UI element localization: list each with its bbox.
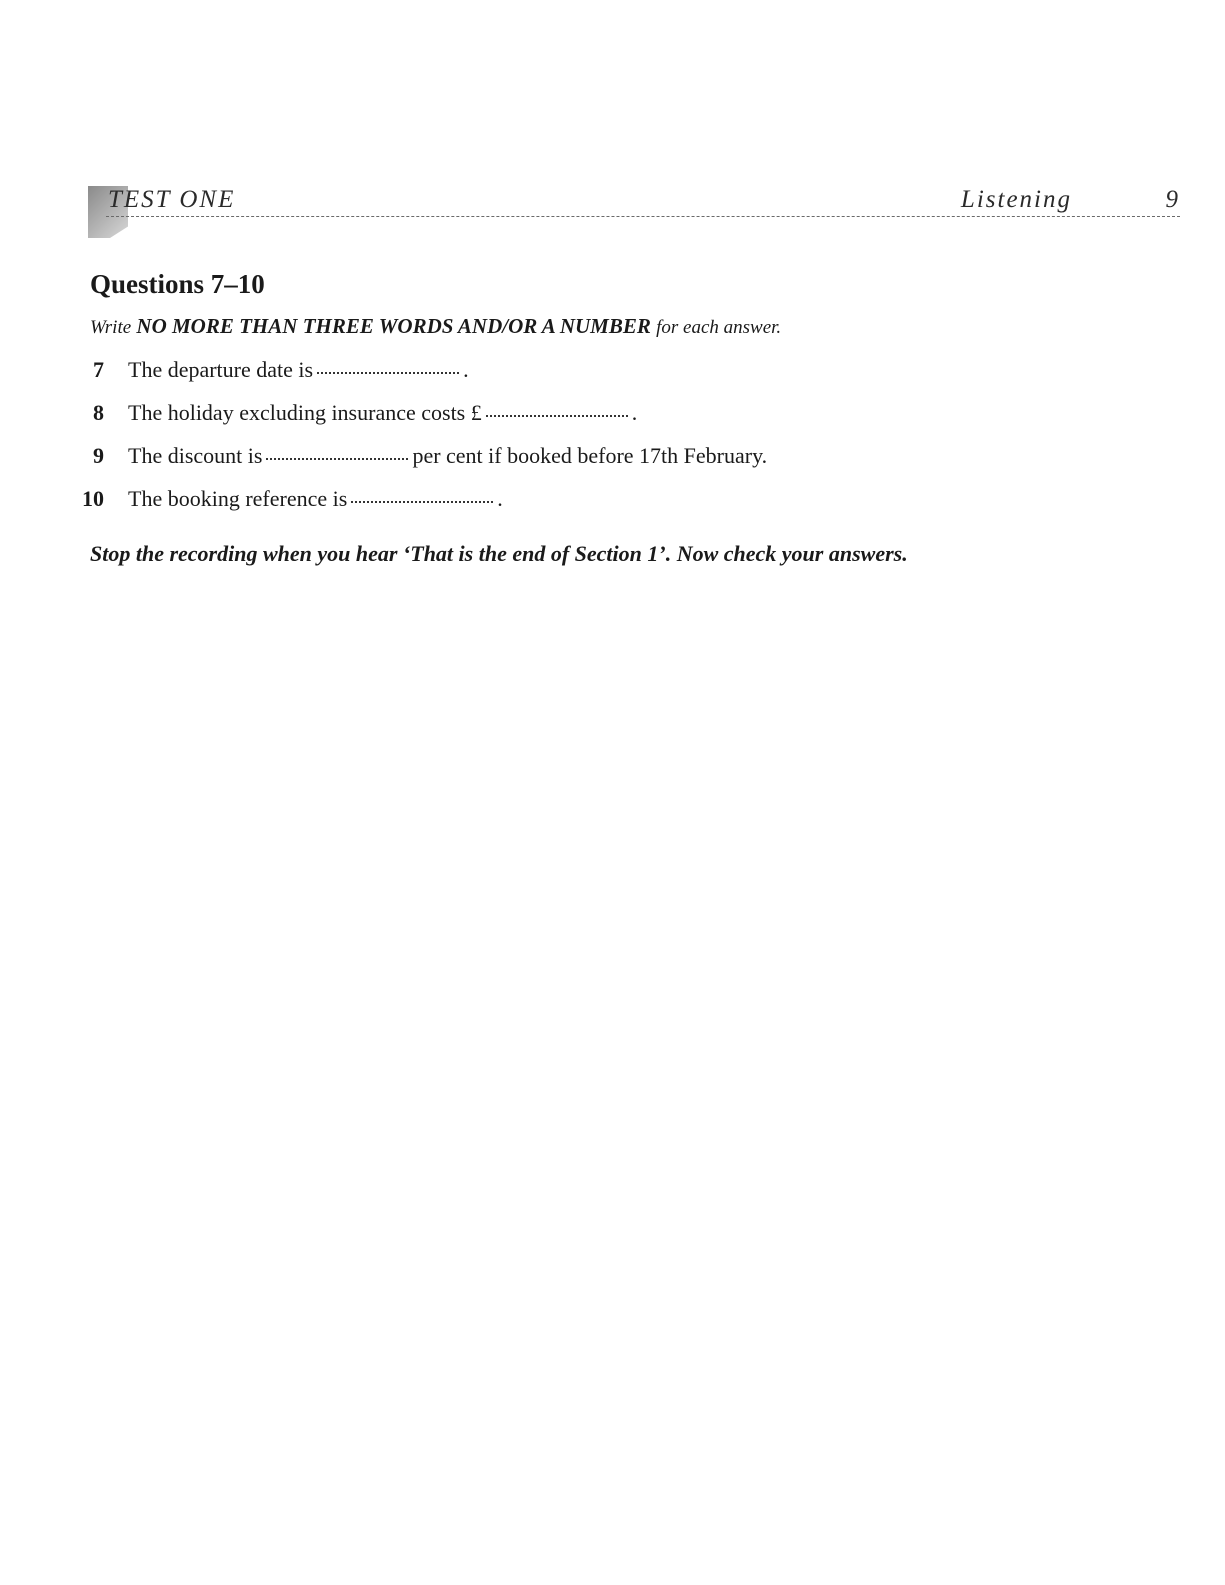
question-9: [70, 438, 1170, 481]
answer-blank[interactable]: [266, 458, 408, 460]
instruction-emphasis: NO MORE THAN THREE WORDS AND/OR A NUMBER: [136, 314, 651, 338]
answer-blank[interactable]: [351, 501, 493, 503]
answer-blank[interactable]: [486, 415, 628, 417]
question-text-after: per cent if booked before 17th February.: [412, 443, 768, 468]
question-number: 10: [82, 486, 104, 511]
question-number: 9: [93, 443, 104, 468]
instruction-prefix: Write: [90, 317, 132, 338]
question-text: [128, 481, 503, 517]
question-text-before: The departure date is: [128, 357, 314, 382]
instruction: [90, 312, 781, 342]
question-text: [128, 352, 469, 388]
question-8: [70, 395, 1170, 438]
question-number: 8: [93, 400, 104, 425]
instruction-suffix: for each answer.: [656, 317, 782, 338]
closing-instruction: Stop the recording when you hear ‘That is the end of Section 1’. Now check your answers.: [90, 541, 908, 566]
question-text-after: .: [497, 486, 503, 511]
header-test-label: TEST ONE: [108, 186, 236, 213]
question-text-after: .: [631, 400, 638, 425]
header-section-label: Listening: [960, 186, 1072, 213]
question-text-before: The holiday excluding insurance costs £: [128, 400, 482, 425]
question-list: [70, 352, 1170, 524]
question-7: [70, 352, 1170, 395]
question-text: [128, 438, 767, 474]
question-10: [70, 481, 1170, 524]
question-text: [128, 395, 637, 431]
question-text-before: The booking reference is: [128, 486, 348, 511]
question-text-after: .: [463, 357, 469, 382]
header-dashed-rule: [106, 216, 1180, 217]
running-header: [88, 182, 1180, 238]
question-text-before: The discount is: [128, 443, 263, 468]
question-number: 7: [93, 357, 104, 382]
page-number: 9: [1165, 186, 1178, 213]
answer-blank[interactable]: [317, 372, 459, 374]
section-title: Questions 7–10: [90, 269, 265, 299]
